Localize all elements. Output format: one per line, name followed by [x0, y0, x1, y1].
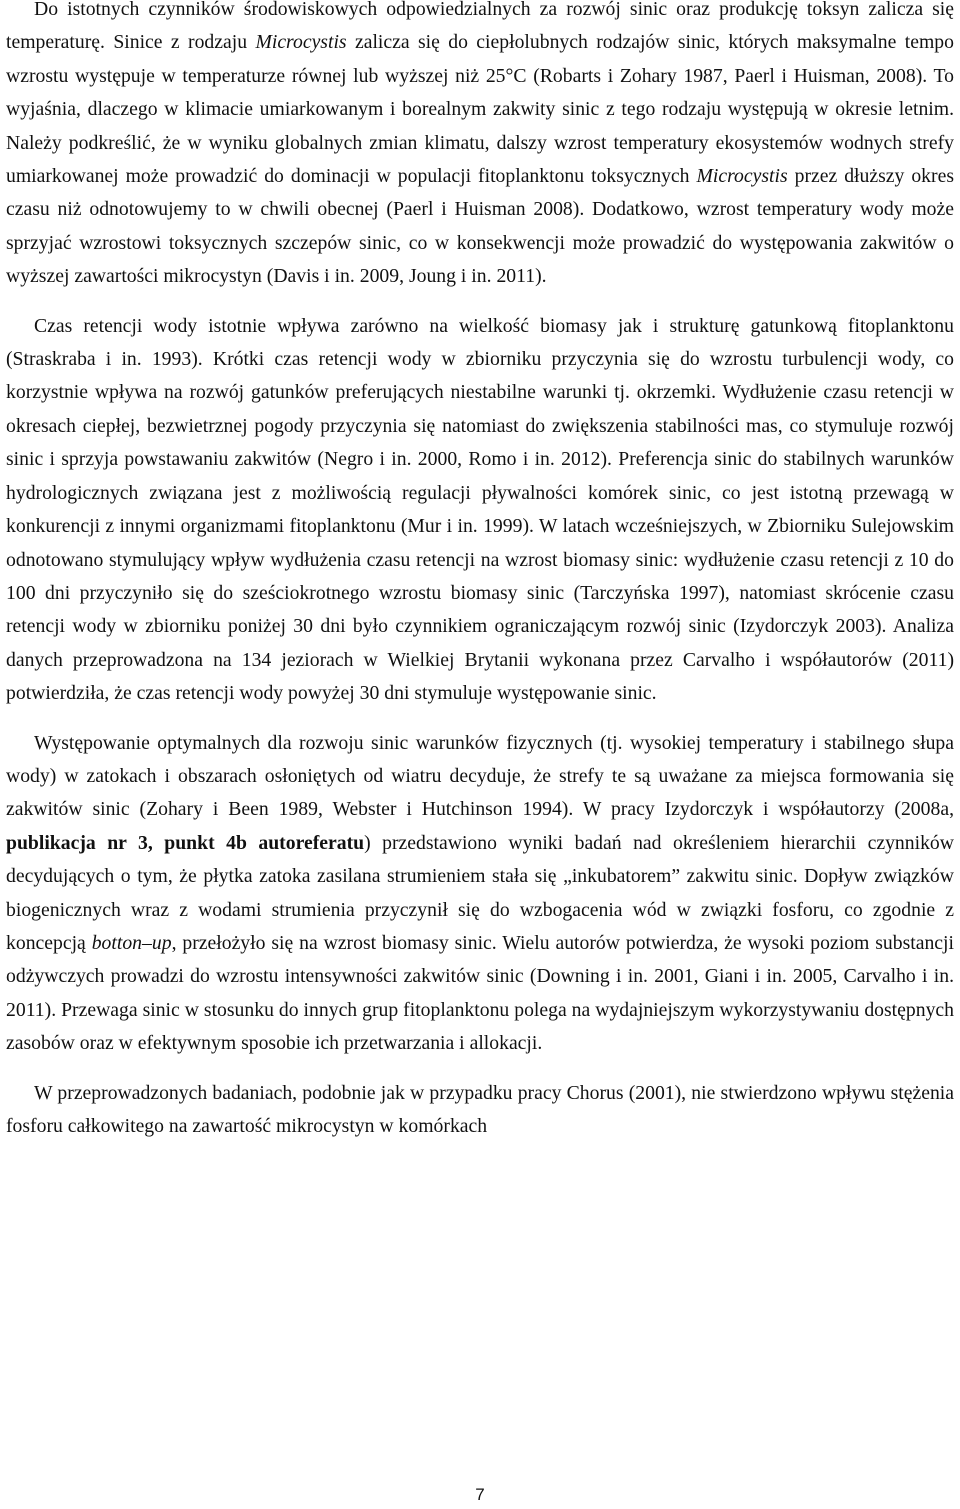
paragraph-bays — [6, 727, 954, 1061]
paragraph-text: Czas retencji wody istotnie wpływa zarówno na wielkość biomasy jak i strukturę gatunkową fitoplanktonu (Straskraba i in. 1993). Krótki czas retencji wody w zbiorniku przyczynia się do wzrostu turbulencji wody, co korzystnie wpływa na rozwój gatunków preferujących niestabilne warunki tj. okrzemki. Wydłużenie czasu retencji w okresach ciepłej, bezwietrznej pogody przyczynia się natomiast do zwiększenia stabilności mas, co stymuluje rozwój sinic i sprzyja powstawaniu zakwitów (Negro i in. 2000, Romo i in. 2012). Preferencja sinic do stabilnych warunków hydrologicznych związana jest z możliwością regulacji pływalności komórek sinic, co jest istotną przewagą w konkurencji z innymi organizmami fitoplanktonu (Mur i in. 1999). W latach wcześniejszych, w Zbiorniku Sulejowskim odnotowano stymulujący wpływ wydłużenia czasu retencji na wzrost biomasy sinic: wydłużenie czasu retencji z 10 do 100 dni przyczyniło się do sześciokrotnego wzrostu biomasy sinic (Tarczyńska 1997), natomiast skrócenie czasu retencji wody w zbiorniku poniżej 30 dni było czynnikiem ograniczającym rozwój sinic (Izydorczyk 2003). Analiza danych przeprowadzona na 134 jeziorach w Wielkiej Brytanii wykonana przez Carvalho i współautorów (2011) potwierdziła, że czas retencji wody powyżej 30 dni stymuluje występowanie sinic. — [6, 314, 954, 705]
paragraph-text: przez dłuższy okres czasu niż odnotowujemy to w chwili obecnej (Paerl i Huisman 2008). Dodatkowo, wzrost temperatury wody może sprzyjać wzrostowi toksycznych szczepów sinic, co w konsekwencji może prowadzić do występowania zakwitów o wyższej zawartości mikrocystyn (Davis i in. 2009, Joung i in. 2011). — [6, 165, 954, 288]
paragraph-phosphorus — [6, 1077, 954, 1144]
genus-name: Microcystis — [255, 31, 347, 54]
paragraph-retention-time — [6, 310, 954, 711]
paragraph-text: zalicza się do ciepłolubnych rodzajów sinic, których maksymalne tempo wzrostu występuje w temperaturze równej lub wyższej niż 25°C (Robarts i Zohary 1987, Paerl i Huisman, 2008). To wyjaśnia, dlaczego w klimacie umiarkowanym i borealnym zakwity sinic z tego rodzaju występują w okresie letnim. Należy podkreślić, że w wyniku globalnych zmian klimatu, dalszy wzrost temperatury ekosystemów wodnych strefy umiarkowanej może prowadzić do dominacji w populacji fitoplanktonu toksycznych — [6, 31, 954, 188]
paragraph-text: Do istotnych czynników środowiskowych odpowiedzialnych za rozwój sinic oraz produkcję toksyn zalicza się temperaturę. Sinice z rodzaju — [6, 0, 954, 54]
concept-term: botton–up — [91, 931, 172, 954]
paragraph-temperature — [6, 0, 954, 294]
genus-name: Microcystis — [696, 165, 788, 188]
paragraph-text: W przeprowadzonych badaniach, podobnie jak w przypadku pracy Chorus (2001), nie stwierdzono wpływu stężenia fosforu całkowitego na zawartość mikrocystyn w komórkach — [6, 1081, 954, 1137]
paragraph-text: ) przedstawiono wyniki badań nad określeniem hierarchii czynników decydujących o tym, że płytka zatoka zasilana strumieniem stała się „inkubatorem” zakwitu sinic. Dopływ związków biogenicznych wraz z wodami strumienia przyczynił się do wzbogacenia wód w związki fosforu, co zgodnie z koncepcją — [6, 831, 954, 954]
publication-reference: publikacja nr 3, punkt 4b autoreferatu — [6, 831, 365, 854]
page-number: 7 — [475, 1485, 485, 1504]
paragraph-text: , przełożyło się na wzrost biomasy sinic. Wielu autorów potwierdza, że wysoki poziom substancji odżywczych prowadzi do wzrostu intensywności zakwitów sinic (Downing i in. 2001, Giani i in. 2005, Carvalho i in. 2011). Przewaga sinic w stosunku do innych grup fitoplanktonu polega na wydajniejszym wykorzystywaniu dostępnych zasobów oraz w efektywnym sposobie ich przetwarzania i allokacji. — [6, 931, 954, 1055]
document-page — [6, 0, 954, 1143]
paragraph-text: Występowanie optymalnych dla rozwoju sinic warunków fizycznych (tj. wysokiej temperatury i stabilnego słupa wody) w zatokach i obszarach osłoniętych od wiatru decyduje, że strefy te są uważane za miejsca formowania się zakwitów sinic (Zohary i Been 1989, Webster i Hutchinson 1994). W pracy Izydorczyk i współautorzy (2008a, — [6, 731, 954, 821]
